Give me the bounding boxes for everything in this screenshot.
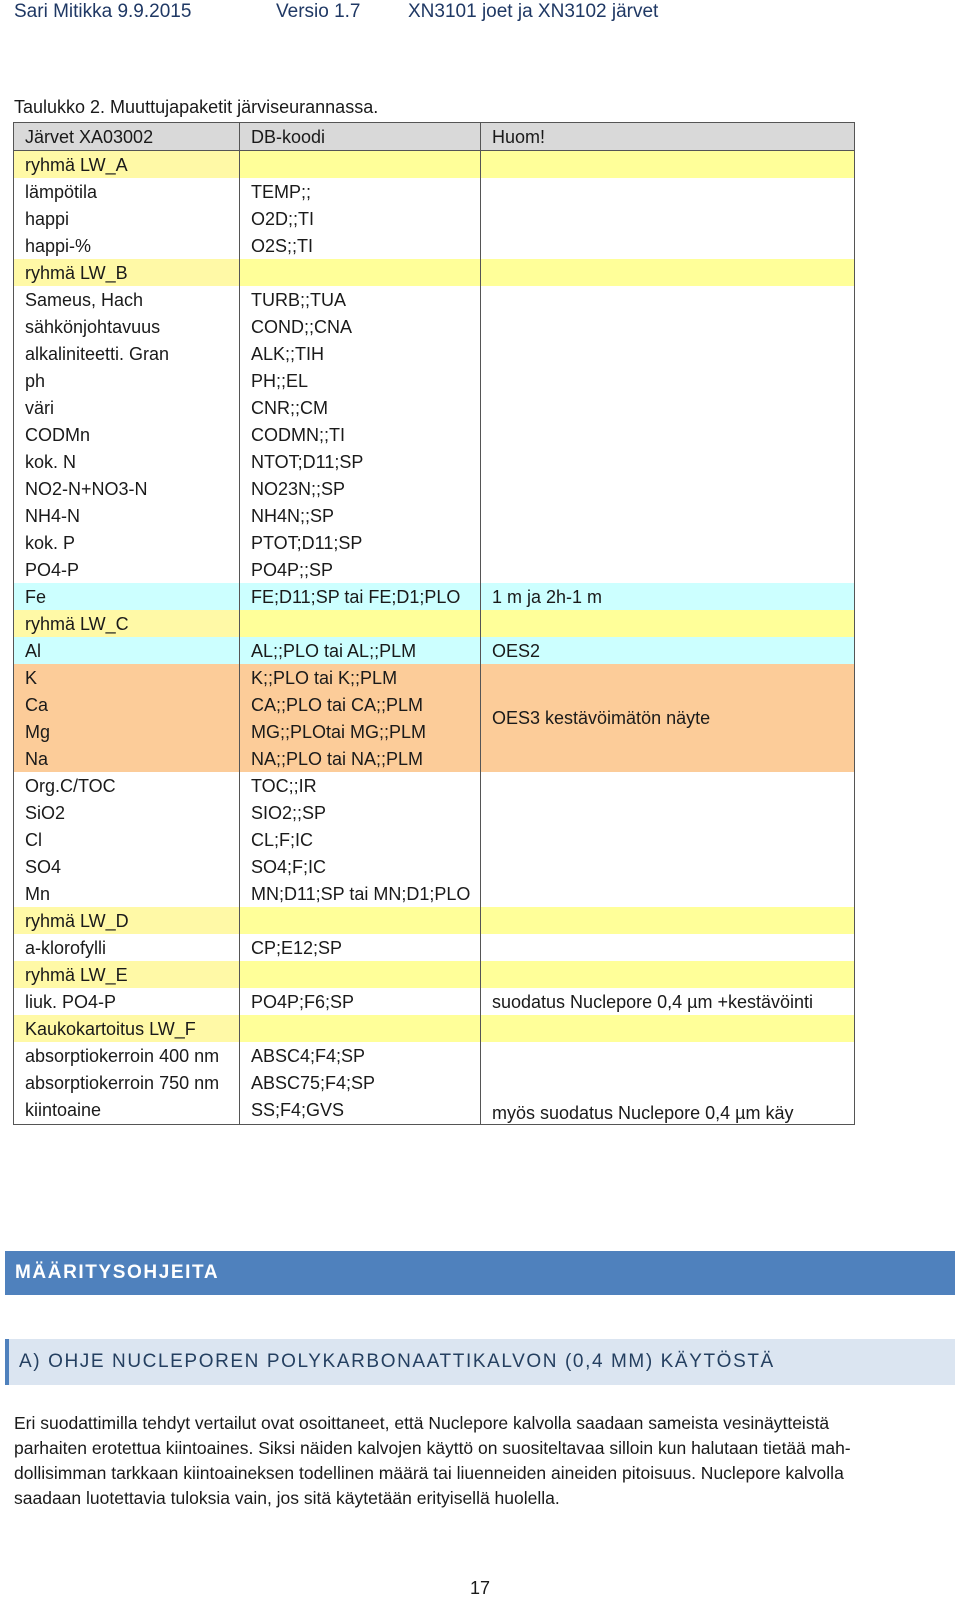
paragraph-line: Eri suodattimilla tehdyt vertailut ovat osoittaneet, että Nuclepore kalvolla saadaan sameista vesinäytteistä <box>14 1413 830 1433</box>
table-cell-note <box>481 475 855 502</box>
paragraph-line: dollisimman tarkkaan kiintoaineksen todellinen määrä tai liuenneiden aineiden pitoisuus. Nuclepore kalvolla <box>14 1463 844 1483</box>
table-cell-variable: sähkönjohtavuus <box>14 313 240 340</box>
table-row <box>14 394 855 421</box>
table-cell-note <box>481 313 855 340</box>
table-cell-note <box>481 448 855 475</box>
table-cell-db-code: TURB;;TUA <box>240 286 481 313</box>
table-cell-db-code: O2D;;TI <box>240 205 481 232</box>
table-cell-note <box>481 610 855 637</box>
table-cell-variable: kok. N <box>14 448 240 475</box>
table-row <box>14 205 855 232</box>
table-cell-variable: NO2-N+NO3-N <box>14 475 240 502</box>
table-cell-db-code <box>240 610 481 637</box>
table-cell-db-code: CA;;PLO tai CA;;PLM <box>240 691 481 718</box>
table-cell-note <box>481 367 855 394</box>
table-row <box>14 664 855 691</box>
table-cell-db-code: PTOT;D11;SP <box>240 529 481 556</box>
table-cell-db-code: ABSC4;F4;SP <box>240 1042 481 1069</box>
table-cell-note <box>481 286 855 313</box>
table-cell-note <box>481 394 855 421</box>
body-paragraph <box>14 1411 939 1511</box>
table-row <box>14 880 855 907</box>
table-row <box>14 286 855 313</box>
table-cell-note <box>481 556 855 583</box>
table-cell-db-code <box>240 1015 481 1042</box>
table-row <box>14 988 855 1015</box>
table-cell-variable: Mn <box>14 880 240 907</box>
table-cell-variable: Kaukokartoitus LW_F <box>14 1015 240 1042</box>
table-cell-db-code: NTOT;D11;SP <box>240 448 481 475</box>
table-cell-note <box>481 907 855 934</box>
table-cell-variable: ryhmä LW_C <box>14 610 240 637</box>
table-cell-db-code: K;;PLO tai K;;PLM <box>240 664 481 691</box>
table-cell-db-code <box>240 151 481 179</box>
table-cell-note <box>481 853 855 880</box>
table-group-row <box>14 907 855 934</box>
table-row <box>14 448 855 475</box>
table-cell-db-code: COND;;CNA <box>240 313 481 340</box>
table-row <box>14 853 855 880</box>
table-cell-db-code: TOC;;IR <box>240 772 481 799</box>
table-cell-variable: NH4-N <box>14 502 240 529</box>
table-row <box>14 178 855 205</box>
table-cell-note: myös suodatus Nuclepore 0,4 µm käy <box>481 1096 855 1125</box>
table-cell-variable: väri <box>14 394 240 421</box>
section-heading-maaritysohjeita: MÄÄRITYSOHJEITA <box>5 1251 955 1295</box>
table-cell-variable: happi-% <box>14 232 240 259</box>
table-cell-note <box>481 421 855 448</box>
table-cell-db-code: CL;F;IC <box>240 826 481 853</box>
table-cell-note <box>481 529 855 556</box>
table-cell-db-code: TEMP;; <box>240 178 481 205</box>
table-cell-note <box>481 1015 855 1042</box>
table-cell-variable: ryhmä LW_D <box>14 907 240 934</box>
table-cell-db-code: ABSC75;F4;SP <box>240 1069 481 1096</box>
table-cell-note <box>481 934 855 961</box>
table-cell-note <box>481 232 855 259</box>
table-cell-variable: absorptiokerroin 400 nm <box>14 1042 240 1069</box>
table-cell-db-code: FE;D11;SP tai FE;D1;PLO <box>240 583 481 610</box>
table-cell-note: suodatus Nuclepore 0,4 µm +kestävöinti <box>481 988 855 1015</box>
table-group-row <box>14 259 855 286</box>
table-cell-variable: PO4-P <box>14 556 240 583</box>
table-cell-db-code: CODMN;;TI <box>240 421 481 448</box>
table-cell-note: 1 m ja 2h-1 m <box>481 583 855 610</box>
table-cell-variable: Org.C/TOC <box>14 772 240 799</box>
table-row <box>14 340 855 367</box>
table-cell-variable: CODMn <box>14 421 240 448</box>
table-cell-db-code: SO4;F;IC <box>240 853 481 880</box>
table-cell-variable: lämpötila <box>14 178 240 205</box>
table-cell-db-code: CP;E12;SP <box>240 934 481 961</box>
table-cell-note <box>481 502 855 529</box>
table-group-row <box>14 151 855 179</box>
table-row <box>14 583 855 610</box>
table-cell-variable: alkaliniteetti. Gran <box>14 340 240 367</box>
table-cell-variable: ryhmä LW_B <box>14 259 240 286</box>
variable-package-table <box>13 122 855 1125</box>
table-row <box>14 799 855 826</box>
table-cell-variable: kiintoaine <box>14 1096 240 1125</box>
header-author-date: Sari Mitikka 9.9.2015 <box>14 1 192 22</box>
table-cell-db-code: NH4N;;SP <box>240 502 481 529</box>
table-caption: Taulukko 2. Muuttujapaketit järviseurannassa. <box>14 97 379 117</box>
table-cell-db-code: SIO2;;SP <box>240 799 481 826</box>
table-cell-variable: Na <box>14 745 240 772</box>
table-row <box>14 556 855 583</box>
table-row <box>14 1042 855 1069</box>
table-group-row <box>14 610 855 637</box>
table-row <box>14 421 855 448</box>
table-row <box>14 1069 855 1096</box>
table-cell-note <box>481 151 855 179</box>
table-cell-db-code: O2S;;TI <box>240 232 481 259</box>
table-cell-variable: happi <box>14 205 240 232</box>
header-cell-lakes: Järvet XA03002 <box>14 123 240 151</box>
table-row <box>14 934 855 961</box>
table-cell-note <box>481 772 855 799</box>
header-cell-note: Huom! <box>481 123 855 151</box>
table-cell-note <box>481 826 855 853</box>
table-cell-variable: a-klorofylli <box>14 934 240 961</box>
table-cell-note <box>481 799 855 826</box>
table-cell-db-code: SS;F4;GVS <box>240 1096 481 1125</box>
table-group-row <box>14 1015 855 1042</box>
table-cell-note <box>481 340 855 367</box>
table-row <box>14 826 855 853</box>
table-cell-variable: Fe <box>14 583 240 610</box>
header-version: Versio 1.7 <box>276 1 361 22</box>
table-cell-db-code <box>240 259 481 286</box>
table-cell-db-code <box>240 907 481 934</box>
table-cell-note <box>481 259 855 286</box>
table-cell-note <box>481 205 855 232</box>
table-cell-variable: liuk. PO4-P <box>14 988 240 1015</box>
table-cell-db-code: MG;;PLOtai MG;;PLM <box>240 718 481 745</box>
table-cell-db-code <box>240 961 481 988</box>
table-row <box>14 313 855 340</box>
table-cell-note <box>481 961 855 988</box>
table-cell-note <box>481 178 855 205</box>
table-header-row <box>14 123 855 151</box>
table-row <box>14 637 855 664</box>
paragraph-line: parhaiten erotettua kiintoaines. Siksi näiden kalvojen käyttö on suositeltavaa silloin kun halutaan tietää mah- <box>14 1438 851 1458</box>
table-cell-variable: Al <box>14 637 240 664</box>
table-row <box>14 529 855 556</box>
table-cell-variable: ryhmä LW_E <box>14 961 240 988</box>
paragraph-line: saadaan luotettavia tuloksia vain, jos sitä käytetään erityisellä huolella. <box>14 1488 560 1508</box>
table-cell-variable: Ca <box>14 691 240 718</box>
table-cell-db-code: ALK;;TIH <box>240 340 481 367</box>
table-row <box>14 502 855 529</box>
table-cell-note: OES2 <box>481 637 855 664</box>
table-cell-db-code: AL;;PLO tai AL;;PLM <box>240 637 481 664</box>
table-row <box>14 772 855 799</box>
table-cell-db-code: NO23N;;SP <box>240 475 481 502</box>
table-row <box>14 232 855 259</box>
table-cell-variable: ryhmä LW_A <box>14 151 240 179</box>
table-group-row <box>14 961 855 988</box>
table-cell-variable: SiO2 <box>14 799 240 826</box>
table-cell-variable: K <box>14 664 240 691</box>
header-cell-db-code: DB-koodi <box>240 123 481 151</box>
table-cell-db-code: PH;;EL <box>240 367 481 394</box>
table-cell-variable: kok. P <box>14 529 240 556</box>
page-number: 17 <box>469 1578 491 1598</box>
table-cell-merged-note: OES3 kestävöimätön näyte <box>481 664 855 772</box>
table-cell-variable: absorptiokerroin 750 nm <box>14 1069 240 1096</box>
section-heading-nuclepore: A) OHJE NUCLEPOREN POLYKARBONAATTIKALVON (0,4 MM) KÄYTÖSTÄ <box>5 1339 955 1385</box>
table-cell-db-code: MN;D11;SP tai MN;D1;PLO <box>240 880 481 907</box>
table-cell-note <box>481 880 855 907</box>
table-cell-variable: ph <box>14 367 240 394</box>
table-cell-db-code: PO4P;;SP <box>240 556 481 583</box>
table-cell-variable: Sameus, Hach <box>14 286 240 313</box>
table-cell-variable: SO4 <box>14 853 240 880</box>
table-cell-note <box>481 1042 855 1069</box>
table-cell-variable: Cl <box>14 826 240 853</box>
table-cell-db-code: CNR;;CM <box>240 394 481 421</box>
table-row <box>14 367 855 394</box>
header-doc-title: XN3101 joet ja XN3102 järvet <box>408 1 659 22</box>
table-cell-db-code: PO4P;F6;SP <box>240 988 481 1015</box>
table-cell-note <box>481 1069 855 1096</box>
table-cell-db-code: NA;;PLO tai NA;;PLM <box>240 745 481 772</box>
table-cell-variable: Mg <box>14 718 240 745</box>
table-row <box>14 475 855 502</box>
table-row <box>14 1096 855 1125</box>
